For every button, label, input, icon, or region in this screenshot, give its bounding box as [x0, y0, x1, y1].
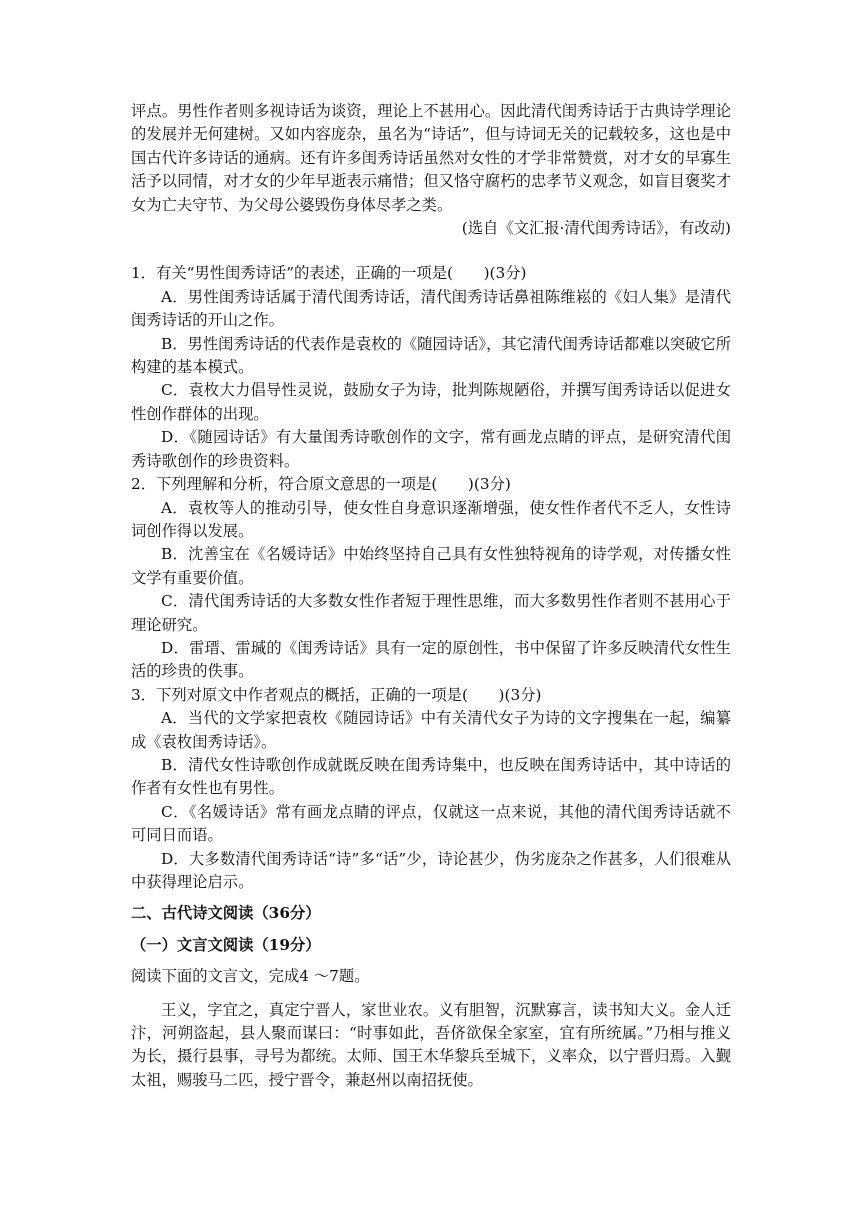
section-heading: 二、古代诗文阅读（36分） [131, 904, 321, 923]
document-body [131, 100, 731, 1092]
spacer [131, 240, 731, 262]
option-b: B．沈善宝在《名媛诗话》中始终坚持自己具有女性独特视角的诗学观，对传播女性文学有重要价值。 [131, 545, 731, 587]
passage-paragraph: 评点。男性作者则多视诗话为谈资，理论上不甚用心。因此清代闺秀诗话于古典诗学理论的发展并无何建树。又如内容庞杂，虽名为“诗话”，但与诗词无关的记载较多，这也是中国古代许多诗话的通病。还有许多闺秀诗话虽然对女性的才学非常赞赏，对才女的早寡生活予以同情，对才女的少年早逝表示痛惜；但又恪守腐朽的忠孝节义观念，如盲目褒奖才女为亡夫守节、为父母公婆毁伤身体尽孝之类。 [131, 102, 731, 214]
option-a: A．当代的文学家把袁枚《随园诗话》中有关清代女子为诗的文字搜集在一起，编纂成《袁枚闺秀诗话》。 [131, 709, 731, 751]
option-b: B．男性闺秀诗话的代表作是袁枚的《随园诗话》，其它清代闺秀诗话都难以突破它所构建的基本模式。 [131, 334, 731, 377]
option-b: B．清代女性诗歌创作成就既反映在闺秀诗集中，也反映在闺秀诗话中，其中诗话的作者有女性也有男性。 [131, 755, 731, 798]
question-stem: 2．下列理解和分析，符合原文意思的一项是( )(3分) [131, 475, 511, 494]
subsection-heading: （一）文言文阅读（19分） [131, 935, 321, 954]
question-stem: 1．有关“男性闺秀诗话”的表述，正确的一项是( )(3分) [131, 264, 527, 283]
option-a: A．袁枚等人的推动引导，使女性自身意识逐渐增强，使女性作者代不乏人，女性诗词创作得以发展。 [131, 498, 731, 540]
option-c: C．《名媛诗话》常有画龙点睛的评点，仅就这一点来说，其他的清代闺秀诗话就不可同日而语。 [131, 802, 731, 845]
question-1 [131, 262, 731, 473]
option-c: C．袁枚大力倡导性灵说，鼓励女子为诗，批判陈规陋俗，并撰写闺秀诗话以促进女性创作群体的出现。 [131, 381, 731, 423]
question-2 [131, 473, 731, 684]
classical-passage: 王义，字宜之，真定宁晋人，家世业农。义有胆智，沉默寡言，读书知大义。金人迁汴，河朔盗起，县人聚而谋曰：“时事如此，吾侪欲保全家室，宜有所统属。”乃相与推义为长，摄行县事，寻号为都统。太师、国王木华黎兵至城下，义率众，以宁晋归焉。入觐太祖，赐骏马二匹，授宁晋令，兼赵州以南招抚使。 [131, 1000, 731, 1089]
option-a: A．男性闺秀诗话属于清代闺秀诗话，清代闺秀诗话鼻祖陈维崧的《妇人集》是清代闺秀诗话的开山之作。 [131, 287, 731, 330]
option-c: C．清代闺秀诗话的大多数女性作者短于理性思维，而大多数男性作者则不甚用心于理论研究。 [131, 592, 731, 634]
option-d: D．雷瑨、雷瑊的《闺秀诗话》具有一定的原创性，书中保留了许多反映清代女性生活的珍贵的佚事。 [131, 638, 731, 681]
question-stem: 3．下列对原文中作者观点的概括，正确的一项是( )(3分) [131, 685, 542, 704]
option-d: D．《随园诗话》有大量闺秀诗歌创作的文字，常有画龙点睛的评点，是研究清代闺秀诗歌创作的珍贵资料。 [131, 428, 731, 470]
instruction-text: 阅读下面的文言文，完成4 ～7题。 [131, 967, 370, 986]
question-3 [131, 684, 731, 895]
option-d: D．大多数清代闺秀诗话“诗”多“话”少，诗论甚少，伪劣庞杂之作甚多，人们很难从中获得理论启示。 [131, 849, 731, 891]
source-citation: (选自《文汇报·清代闺秀诗话》，有改动) [461, 219, 731, 238]
